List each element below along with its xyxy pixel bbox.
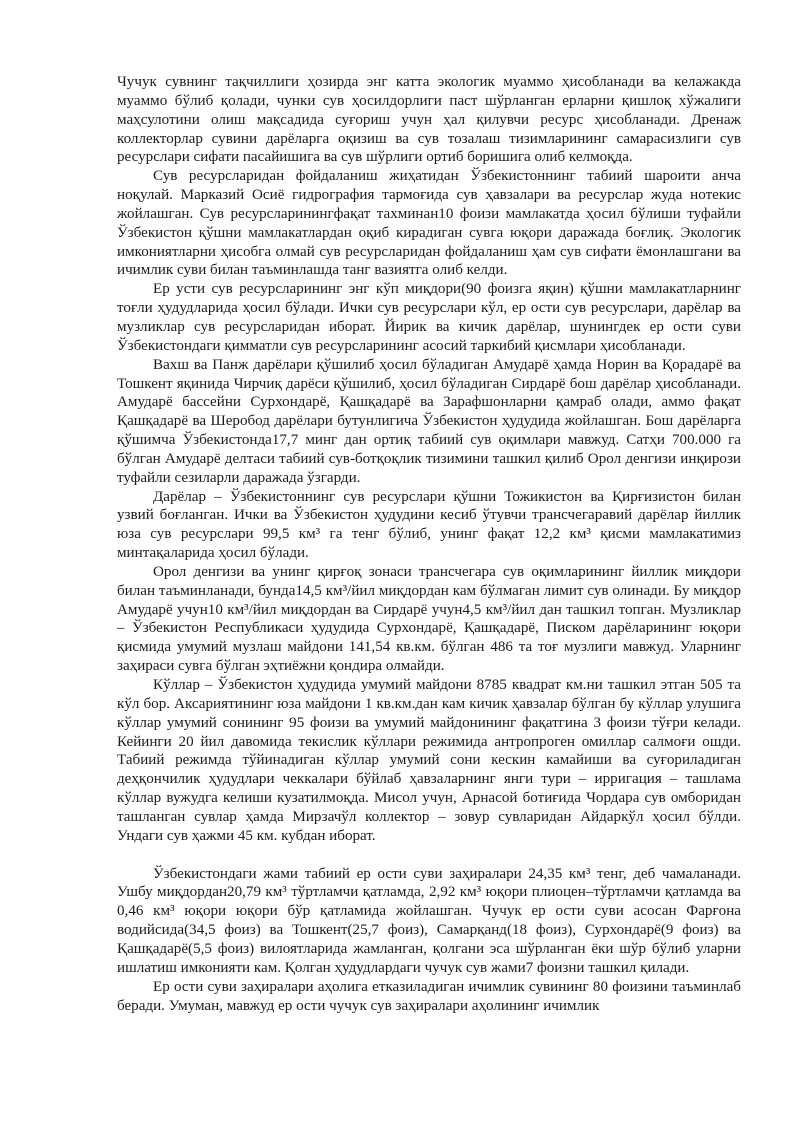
paragraph-main-rivers: Вахш ва Панж дарёлари қўшилиб ҳосил бўладиган Амударё ҳамда Норин ва Қорадарё ва Тошкент яқинида Чирчиқ дарёси қўшилиб, ҳосил бўладиган Сирдарё бош дарёлар ҳисобланади. Амударё бассейни Сурхондарё, Қашқадарё ва Зарафшонларни қамраб олади, аммо фақат Қашқадарё ва Шеробод дарёлари бутунлигича Ўзбекистон ҳудудида жойлашган. Бош дарёларга қўшимча Ўзбекистонда17,7 минг дан ортиқ табиий сув оқимлари мавжуд. Сатҳи 700.000 га бўлган Амударё делтаси табиий сув-ботқоқлик тизимини ташкил қилиб Орол денгизи инқирози туфайли сезиларли даражада ўзгарди. <box>117 356 741 486</box>
paragraph-surface-water: Ер усти сув ресурсларининг энг кўп миқдори(90 фоизга яқин) қўшни мамлакатларнинг тоғли ҳудудларида ҳосил бўлади. Ички сув ресурслари кўл, ер ости сув ресурслари, дарёлар ва музликлар сув ресурсларидан иборат. Йирик ва кичик дарёлар, шунингдек ер ости суви Ўзбекистондаги қимматли сув ресурсларининг асосий таркибий қисмлари ҳисобланади. <box>117 281 741 354</box>
document-page <box>117 73 741 1015</box>
paragraph-drinking-water: Ер ости суви заҳиралари аҳолига етказиладиган ичимлик сувининг 80 фоизини таъминлаб беради. Умуман, мавжуд ер ости чучук сув заҳиралари аҳолининг ичимлик <box>117 978 741 1014</box>
paragraph-freshwater-shortage: Чучук сувнинг тақчиллиги ҳозирда энг катта экологик муаммо ҳисобланади ва келажакда муаммо бўлиб қолади, чунки сув ҳосилдорлиги паст шўрланган ерларни қишлоқ хўжалиги маҳсулотини олиш мақсадида суғориш учун ҳал қилувчи ресурс ҳисобланади. Дренаж коллекторлар сувини дарёларга оқизиш ва сув тозалаш тизимларининг самарасизлиги сув ресурслари сифати пасайишига ва сув шўрлиги ортиб боришига олиб келмоқда. <box>117 74 741 166</box>
paragraph-aral-sea-glaciers: Орол денгизи ва унинг қирғоқ зонаси трансчегара сув оқимларининг йиллик миқдори билан таъминланади, бунда14,5 км³/йил миқдордан кам бўлмаган лимит сув олинади. Бу миқдор Амударё учун10 км³/йил миқдордан ва Сирдарё учун4,5 км³/йил дан ташкил топган. Музликлар – Ўзбекистон Республикаси ҳудудида Сурхондарё, Қашқадарё, Писком дарёларининг юқори қисмида умумий музлаш майдони 141,54 кв.км. бўлган 486 та тоғ музлиги мавжуд. Уларнинг заҳираси сувга бўлган эҳтиёжни қондира олмайди. <box>117 563 741 675</box>
paragraph-lakes: Кўллар – Ўзбекистон ҳудудида умумий майдони 8785 квадрат км.ни ташкил этган 505 та кўл бор. Аксариятининг юза майдони 1 кв.км.дан кам кичик ҳавзалар бўлган бу кўллар улушига кўллар умумий сонининг 95 фоизи ва умумий майдонининг фақатгина 3 фоизи тўғри келади. Кейинги 20 йил давомида текислик кўллари режимида антропроген омиллар салмоғи ошди. Табиий режимда тўйинадиган кўллар умумий сони кескин камайиши ва суғориладиган деҳқончилик ҳудудлари чеккалари бўйлаб ҳавзаларнинг янги тури – ирригация – ташлама кўллар вужудга келиши кузатилмоқда. Мисол учун, Арнасой ботиғида Чордара сув омборидан ташланган сувлар ҳамда Мирзачўл коллектор – зовур сувларидан Айдаркўл ҳосил бўлди. Ундаги сув ҳажми 45 км. кубдан иборат. <box>117 677 741 844</box>
paragraph-groundwater-reserves: Ўзбекистондаги жами табиий ер ости суви заҳиралари 24,35 км³ тенг, деб чамаланади. Ушбу миқдордан20,79 км³ тўртламчи қатламда, 2,92 км³ юқори плиоцен–тўртламчи қатламда ва 0,46 км³ юқори юқори бўр қатламида жойлашган. Чучук ер ости суви асосан Фарғона водийсида(34,5 фоиз) ва Тошкент(25,7 фоиз), Самарқанд(18 фоиз), Сурхондарё(9 фоиз) ва Қашқадарё(5,5 фоиз) вилоятларида жамланган, қолгани эса шўрланган ёки шўр бўлиб уларни ишлатиш имконияти кам. Қолган ҳудудлардаги чучук сув жами7 фоизни ташкил қилади. <box>117 865 741 976</box>
paragraph-gap <box>117 846 741 865</box>
paragraph-rivers: Дарёлар – Ўзбекистоннинг сув ресурслари қўшни Тожикистон ва Қирғизистон билан узвий боғланган. Ички ва Ўзбекистон ҳудудини кесиб ўтувчи трансчегаравий дарёлар йиллик юза сув ресурслари 99,5 км³ га тенг бўлиб, унинг фақат 12,2 км³ қисми мамлакатимиз минтақаларида ҳосил бўлади. <box>117 488 741 562</box>
paragraph-natural-conditions: Сув ресурсларидан фойдаланиш жиҳатидан Ўзбекистоннинг табиий шароити анча ноқулай. Марказий Осиё гидрография тармоғида сув ҳавзалари ва ресурслар жуда нотекис жойлашган. Сув ресурсларинингфақат тахминан10 фоизи мамлакатда ҳосил бўлиши туфайли Ўзбекистон қўшни мамлакатлардан оқиб кирадиган сувга юқори даражада боғлиқ. Экологик имкониятларни ҳисобга олмай сув ресурсларидан фойдаланиш ҳам сув сифати ёмонлашгани ва ичимлик суви билан таъминлашда танг вазиятга олиб келди. <box>117 168 741 279</box>
